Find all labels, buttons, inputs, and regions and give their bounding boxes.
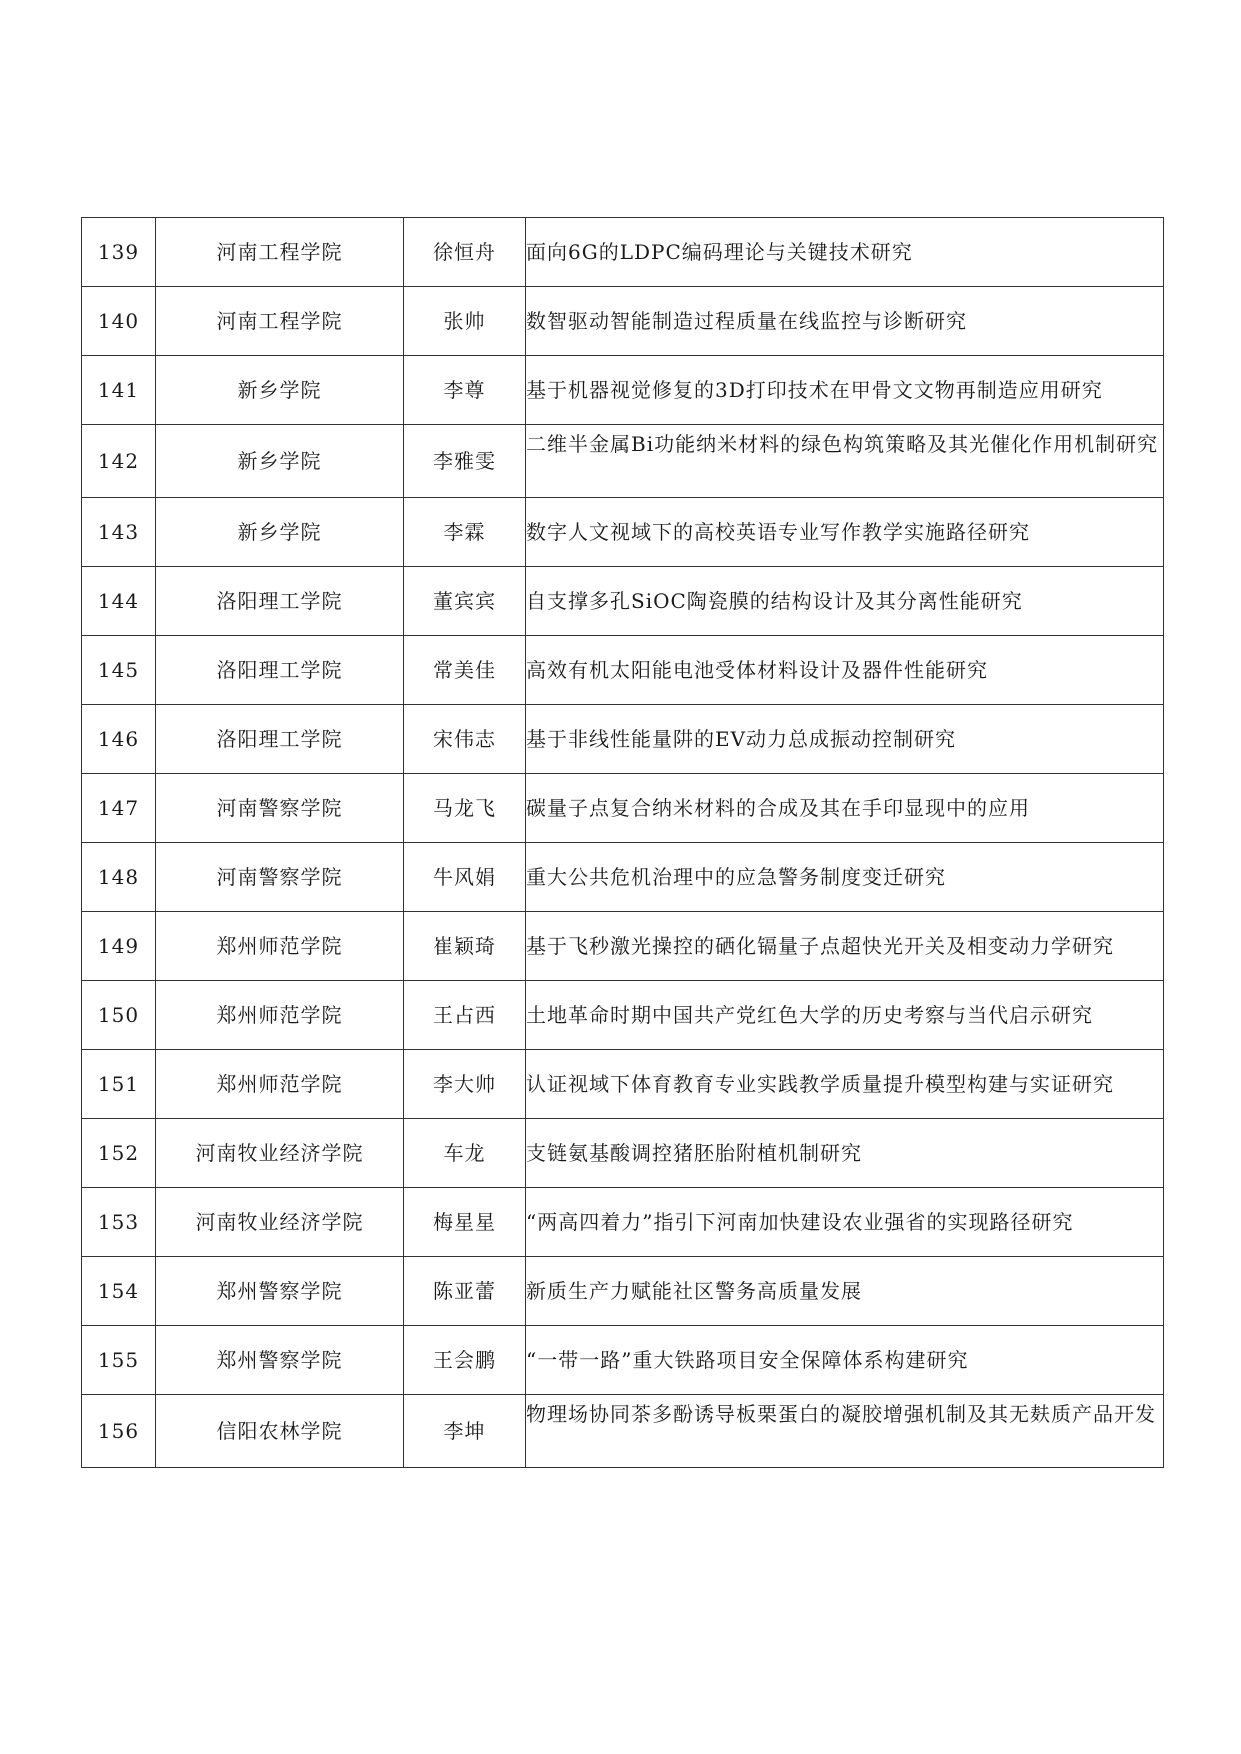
person-name: 常美佳 — [404, 636, 526, 705]
table-row — [82, 287, 1164, 356]
project-title: 支链氨基酸调控猪胚胎附植机制研究 — [526, 1119, 1164, 1188]
project-title: 二维半金属Bi功能纳米材料的绿色构筑策略及其光催化作用机制研究 — [526, 425, 1164, 498]
school-name: 郑州师范学院 — [156, 1050, 404, 1119]
table-row — [82, 774, 1164, 843]
school-name: 河南警察学院 — [156, 774, 404, 843]
project-title: 基于非线性能量阱的EV动力总成振动控制研究 — [526, 705, 1164, 774]
school-name: 郑州警察学院 — [156, 1257, 404, 1326]
table-row — [82, 567, 1164, 636]
school-name: 郑州师范学院 — [156, 981, 404, 1050]
person-name: 李霖 — [404, 498, 526, 567]
project-title: 重大公共危机治理中的应急警务制度变迁研究 — [526, 843, 1164, 912]
project-title: 物理场协同茶多酚诱导板栗蛋白的凝胶增强机制及其无麸质产品开发 — [526, 1395, 1164, 1468]
school-name: 新乡学院 — [156, 356, 404, 425]
project-table-body — [82, 218, 1164, 1468]
person-name: 李坤 — [404, 1395, 526, 1468]
table-row — [82, 1050, 1164, 1119]
school-name: 河南警察学院 — [156, 843, 404, 912]
table-row — [82, 981, 1164, 1050]
table-row — [82, 218, 1164, 287]
project-title: “一带一路”重大铁路项目安全保障体系构建研究 — [526, 1326, 1164, 1395]
person-name: 宋伟志 — [404, 705, 526, 774]
school-name: 洛阳理工学院 — [156, 705, 404, 774]
project-title: 面向6G的LDPC编码理论与关键技术研究 — [526, 218, 1164, 287]
row-number: 145 — [82, 636, 156, 705]
table-row — [82, 1395, 1164, 1468]
row-number: 139 — [82, 218, 156, 287]
row-number: 141 — [82, 356, 156, 425]
row-number: 150 — [82, 981, 156, 1050]
table-row — [82, 1257, 1164, 1326]
person-name: 徐恒舟 — [404, 218, 526, 287]
table-row — [82, 705, 1164, 774]
school-name: 郑州警察学院 — [156, 1326, 404, 1395]
person-name: 李大帅 — [404, 1050, 526, 1119]
table-row — [82, 636, 1164, 705]
person-name: 崔颖琦 — [404, 912, 526, 981]
person-name: 张帅 — [404, 287, 526, 356]
project-table — [81, 217, 1164, 1468]
project-title: 数字人文视域下的高校英语专业写作教学实施路径研究 — [526, 498, 1164, 567]
school-name: 郑州师范学院 — [156, 912, 404, 981]
person-name: 梅星星 — [404, 1188, 526, 1257]
row-number: 148 — [82, 843, 156, 912]
school-name: 河南工程学院 — [156, 287, 404, 356]
row-number: 153 — [82, 1188, 156, 1257]
school-name: 河南牧业经济学院 — [156, 1188, 404, 1257]
row-number: 140 — [82, 287, 156, 356]
table-row — [82, 356, 1164, 425]
person-name: 王会鹏 — [404, 1326, 526, 1395]
project-title: 基于飞秒激光操控的硒化镉量子点超快光开关及相变动力学研究 — [526, 912, 1164, 981]
table-row — [82, 1326, 1164, 1395]
project-title: 碳量子点复合纳米材料的合成及其在手印显现中的应用 — [526, 774, 1164, 843]
project-title: 新质生产力赋能社区警务高质量发展 — [526, 1257, 1164, 1326]
table-row — [82, 843, 1164, 912]
school-name: 新乡学院 — [156, 425, 404, 498]
row-number: 151 — [82, 1050, 156, 1119]
school-name: 洛阳理工学院 — [156, 636, 404, 705]
project-title: 认证视域下体育教育专业实践教学质量提升模型构建与实证研究 — [526, 1050, 1164, 1119]
row-number: 155 — [82, 1326, 156, 1395]
row-number: 156 — [82, 1395, 156, 1468]
row-number: 144 — [82, 567, 156, 636]
table-row — [82, 498, 1164, 567]
project-title: 土地革命时期中国共产党红色大学的历史考察与当代启示研究 — [526, 981, 1164, 1050]
person-name: 李尊 — [404, 356, 526, 425]
person-name: 牛风娟 — [404, 843, 526, 912]
school-name: 信阳农林学院 — [156, 1395, 404, 1468]
school-name: 河南工程学院 — [156, 218, 404, 287]
project-title: 基于机器视觉修复的3D打印技术在甲骨文文物再制造应用研究 — [526, 356, 1164, 425]
row-number: 154 — [82, 1257, 156, 1326]
row-number: 142 — [82, 425, 156, 498]
row-number: 146 — [82, 705, 156, 774]
table-row — [82, 1188, 1164, 1257]
table-row — [82, 1119, 1164, 1188]
project-title: 自支撑多孔SiOC陶瓷膜的结构设计及其分离性能研究 — [526, 567, 1164, 636]
person-name: 陈亚蕾 — [404, 1257, 526, 1326]
table-row — [82, 912, 1164, 981]
person-name: 马龙飞 — [404, 774, 526, 843]
project-title: 数智驱动智能制造过程质量在线监控与诊断研究 — [526, 287, 1164, 356]
row-number: 147 — [82, 774, 156, 843]
person-name: 王占西 — [404, 981, 526, 1050]
person-name: 董宾宾 — [404, 567, 526, 636]
person-name: 李雅雯 — [404, 425, 526, 498]
row-number: 143 — [82, 498, 156, 567]
project-title: 高效有机太阳能电池受体材料设计及器件性能研究 — [526, 636, 1164, 705]
project-title: “两高四着力”指引下河南加快建设农业强省的实现路径研究 — [526, 1188, 1164, 1257]
person-name: 车龙 — [404, 1119, 526, 1188]
row-number: 149 — [82, 912, 156, 981]
school-name: 新乡学院 — [156, 498, 404, 567]
row-number: 152 — [82, 1119, 156, 1188]
school-name: 河南牧业经济学院 — [156, 1119, 404, 1188]
school-name: 洛阳理工学院 — [156, 567, 404, 636]
table-row — [82, 425, 1164, 498]
